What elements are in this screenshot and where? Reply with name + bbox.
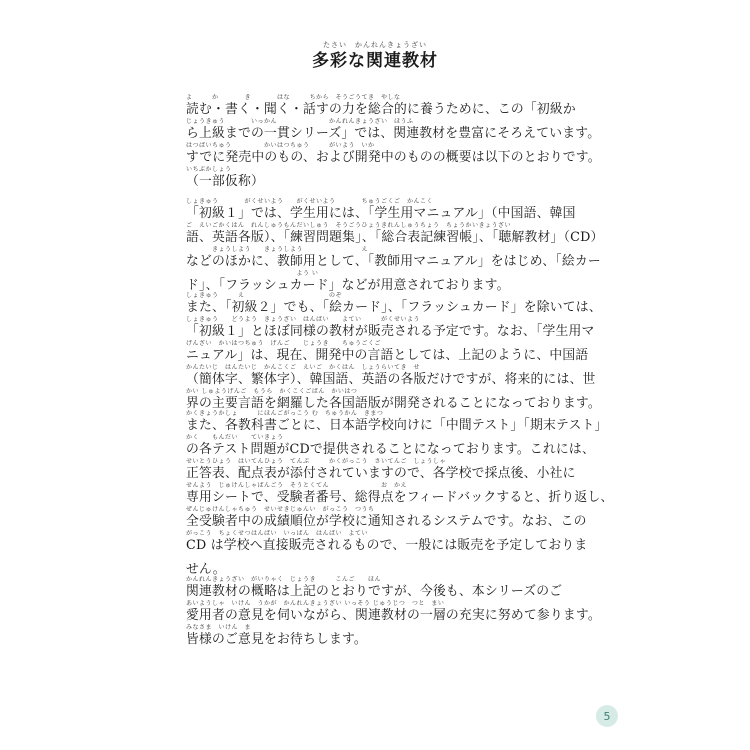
line-ruby: よう い xyxy=(186,270,319,277)
line-ruby: かんれんきょうざい がいりゃく じょうき こんご ほん xyxy=(186,576,382,583)
page-title: 多彩な関連教材 xyxy=(312,51,438,71)
line-ruby: きょうしよう きょうしよう え xyxy=(186,246,369,253)
text-line xyxy=(186,316,595,340)
line-text: 「初級１」では、学生用には、「学生用マニュアル」（中国語、韓国 xyxy=(186,206,576,221)
line-text: CD は学校へ直接販売されるもので、一般には販売を予定しておりま xyxy=(186,538,588,553)
line-text: （一部仮称） xyxy=(186,174,264,189)
text-line xyxy=(186,530,588,554)
text-line xyxy=(186,410,608,434)
text-line xyxy=(186,554,568,578)
line-ruby: かくきょうかしょ にほんごがっこう む ちゅうかん きまつ xyxy=(186,410,384,417)
text-line xyxy=(186,94,576,118)
line-ruby: しょきゅう どうよう きょうざい はんばい よてい がくせいよう xyxy=(186,316,421,323)
line-ruby: あいようしゃ いけん うかが かんれんきょうざい いっそう じゅうじつ つと まい xyxy=(186,600,445,607)
line-text: 語、英語各版）、「練習問題集」、「総合表記練習帳」、「聴解教材」（CD） xyxy=(186,230,604,245)
line-text: 関連教材の概略は上記のとおりですが、今後も、本シリーズのご xyxy=(186,584,563,599)
text-line xyxy=(186,364,596,388)
page-number-badge xyxy=(596,705,618,727)
text-line xyxy=(186,388,601,412)
line-text: ニュアル」は、現在、開発中の言語としては、上記のように、中国語 xyxy=(186,348,589,363)
text-line xyxy=(186,600,601,624)
line-text: などのほかに、教師用として、「教師用マニュアル」をはじめ、「絵カー xyxy=(186,254,601,269)
line-text: ら上級までの一貫シリーズ」では、関連教材を豊富にそろえています。 xyxy=(186,126,601,141)
line-ruby: せいとうひょう はいてんひょう てんぷ かくがっこう さいてんご しょうしゃ xyxy=(186,458,447,465)
text-line xyxy=(186,270,568,294)
line-ruby: げんざい かいはつちゅう げんご じょうき ちゅうごくご xyxy=(186,340,382,347)
line-text: 「初級１」とほぼ同様の教材が販売される予定です。なお、「学生用マ xyxy=(186,324,595,339)
line-text: 読む・書く・聞く・話すの力を総合的に養うために、この「初級か xyxy=(186,102,576,117)
page-number: 5 xyxy=(603,709,611,723)
line-ruby: ぜんじゅけんしゃちゅう せいせきじゅんい がっこう つうち xyxy=(186,506,375,513)
line-ruby: いちぶかしょう xyxy=(186,166,232,173)
line-ruby: がっこう ちょくせつはんばい いっぱん はんばい よてい xyxy=(186,530,369,537)
text-line xyxy=(186,292,602,316)
line-text: 正答表、配点表が添付されていますので、各学校で採点後、小社に xyxy=(186,466,576,481)
text-line xyxy=(186,142,601,166)
paragraph-2 xyxy=(186,198,604,294)
text-line xyxy=(186,624,568,648)
line-ruby: しょきゅう え のぞ xyxy=(186,292,343,299)
line-ruby: よ か き はな ちから そうごうてき やしな xyxy=(186,94,401,101)
line-text: また、各教科書ごとに、日本語学校向けに「中間テスト」「期末テスト」 xyxy=(186,418,608,433)
paragraph-3 xyxy=(186,292,602,412)
line-text: また、「初級２」でも、「絵カード」、「フラッシュカード」を除いては、 xyxy=(186,300,602,315)
paragraph-5 xyxy=(186,576,601,648)
line-text: せん。 xyxy=(186,562,226,577)
line-ruby: はつばいちゅう かいはつちゅう がいよう いか xyxy=(186,142,375,149)
line-text: （簡体字、繁体字）、韓国語、英語の各版だけですが、将来的には、世 xyxy=(186,372,596,387)
line-text: ド」、「フラッシュカード」などが用意されております。 xyxy=(186,278,510,293)
line-text: 愛用者の意見を伺いながら、関連教材の一層の充実に努めて参ります。 xyxy=(186,608,601,623)
title-block xyxy=(0,40,750,72)
text-line xyxy=(186,246,601,270)
text-line xyxy=(186,506,587,530)
line-ruby: かい しゅようげんご もうら かくこくごばん かいはつ xyxy=(186,388,358,395)
line-text: すでに発売中のもの、および開発中のものの概要は以下のとおりです。 xyxy=(186,150,601,165)
paragraph-4 xyxy=(186,410,614,578)
text-line xyxy=(186,340,589,364)
line-text: の各テスト問題がCDで提供されることになっております。これには、 xyxy=(186,442,595,457)
text-line xyxy=(186,118,601,142)
line-ruby: せんよう じゅけんしゃばんごう そうとくてん お かえ xyxy=(186,482,408,489)
text-line xyxy=(186,222,604,246)
paragraph-1 xyxy=(186,94,601,190)
text-line xyxy=(186,198,576,222)
line-text: 皆様のご意見をお待ちします。 xyxy=(186,632,367,647)
line-text: 全受験者中の成績順位が学校に通知されるシステムです。なお、この xyxy=(186,514,587,529)
line-text: 専用シートで、受験者番号、総得点をフィードバックすると、折り返し、 xyxy=(186,490,614,505)
text-line xyxy=(186,166,568,190)
line-ruby: ご えいごかくはん れんしゅうもんだいしゅう そうごうひょうきれんしゅうちょう ちょうかいきょうざい xyxy=(186,222,512,229)
text-line xyxy=(186,434,595,458)
line-text: 界の主要言語を網羅した各国語版が開発されることになっております。 xyxy=(186,396,601,411)
line-ruby: かく もんだい ていきょう xyxy=(186,434,284,441)
line-ruby: みなさま いけん ま xyxy=(186,624,252,631)
line-ruby: かんたいじ はんたいじ かんこくご えいご かくはん しょうらいてき せ xyxy=(186,364,421,371)
line-ruby: しょきゅう がくせいよう がくせいよう ちゅうごくご かんこく xyxy=(186,198,434,205)
text-line xyxy=(186,458,576,482)
text-line xyxy=(186,482,614,506)
line-ruby: じょうきゅう いっかん かんれんきょうざい ほうふ xyxy=(186,118,414,125)
title-ruby: たさい かんれんきょうざい xyxy=(323,41,427,49)
text-line xyxy=(186,576,568,600)
